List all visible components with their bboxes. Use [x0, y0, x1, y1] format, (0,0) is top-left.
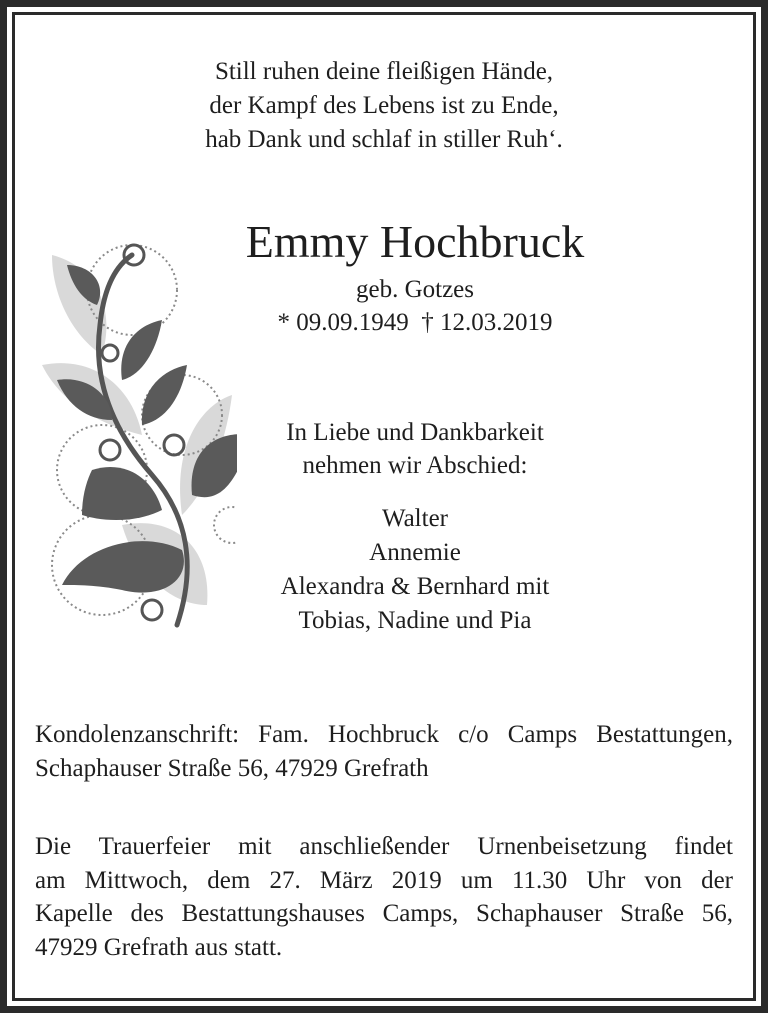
ceremony-info — [35, 830, 733, 964]
farewell-text — [150, 416, 680, 482]
family-member: Walter — [381, 505, 448, 532]
farewell-line: nehmen wir Abschied: — [302, 452, 528, 479]
condolence-line: Kondolenzanschrift: Fam. Hochbruck c/o Camps Bestattungen, — [35, 721, 733, 748]
condolence-address — [35, 718, 733, 785]
family-member: Annemie — [369, 539, 461, 566]
family-member: Alexandra & Bernhard mit — [280, 573, 550, 600]
ceremony-line: 47929 Grefrath aus statt. — [35, 933, 283, 961]
ceremony-line: am Mittwoch, dem 27. März 2019 um 11.30 Uhr von der — [35, 866, 733, 894]
life-dates: * 09.09.1949 † 12.03.2019 — [277, 309, 553, 336]
deceased-name: Emmy Hochbruck — [245, 216, 585, 267]
farewell-line: In Liebe und Dankbarkeit — [286, 419, 544, 446]
verse-line: Still ruhen deine fleißigen Hände, — [214, 58, 554, 85]
condolence-line: Schaphauser Straße 56, 47929 Grefrath — [35, 754, 429, 782]
ceremony-line: Die Trauerfeier mit anschließender Urnenbeisetzung findet — [35, 833, 733, 860]
ceremony-line: Kapelle des Bestattungshauses Camps, Schaphauser Straße 56, — [35, 900, 733, 927]
verse-line: hab Dank und schlaf in stiller Ruh‘. — [205, 126, 563, 153]
family-list — [150, 502, 680, 638]
birth-name: geb. Gotzes — [355, 276, 475, 303]
verse — [0, 55, 768, 157]
deceased-details — [150, 273, 680, 339]
family-member: Tobias, Nadine und Pia — [298, 607, 532, 634]
verse-line: der Kampf des Lebens ist zu Ende, — [209, 92, 559, 119]
